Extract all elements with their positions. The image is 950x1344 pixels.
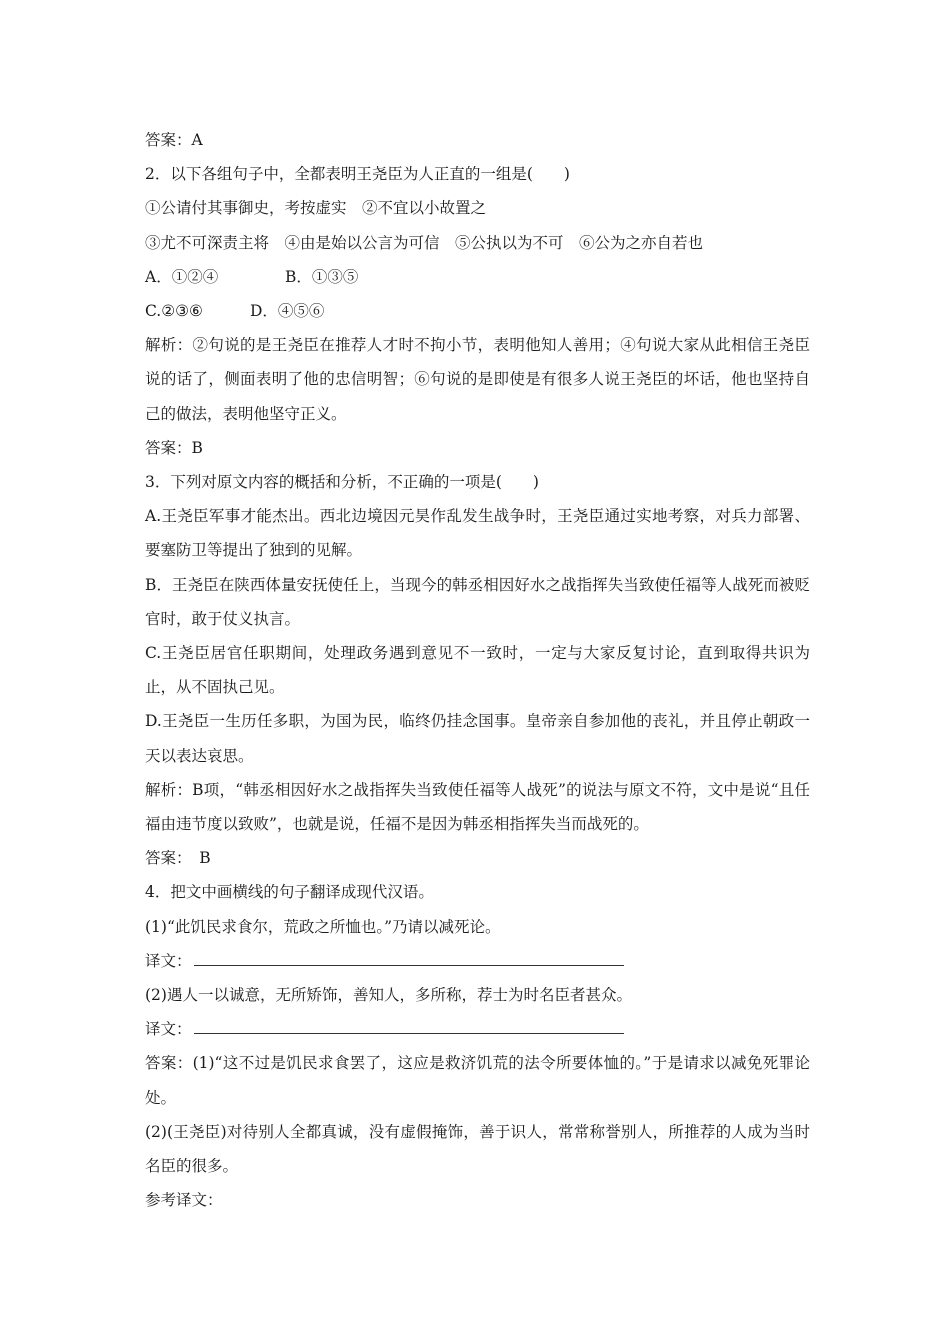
translation-label-1: 译文： xyxy=(145,951,192,970)
question-4-stem: 4．把文中画横线的句子翻译成现代汉语。 xyxy=(145,883,434,902)
question-2-option-c: C.②③⑥ xyxy=(145,302,203,321)
question-3-analysis: 解析：B项，“韩丞相因好水之战指挥失当致使任福等人战死”的说法与原文不符，文中是说“且任福由违节度以致败”，也就是说，任福不是因为韩丞相指挥失当而战死的。 xyxy=(145,780,810,834)
question-3-option-d: D.王尧臣一生历任多职，为国为民，临终仍挂念国事。皇帝亲自参加他的丧礼，并且停止朝政一天以表达哀思。 xyxy=(145,712,810,765)
question-4-answer-1: 答案：(1)“这不过是饥民求食罢了，这应是救济饥荒的法令所要体恤的。”于是请求以减免死罪论处。 xyxy=(145,1054,810,1107)
translation-blank-1[interactable] xyxy=(194,945,624,966)
answer-1: 答案：A xyxy=(145,131,203,149)
reference-translation-label: 参考译文： xyxy=(145,1191,223,1210)
question-4-sentence-1: (1)“此饥民求食尔，荒政之所恤也。”乃请以减死论。 xyxy=(145,917,501,936)
question-2-stem: 2．以下各组句子中，全都表明王尧臣为人正直的一组是( ) xyxy=(145,165,570,184)
question-2-options-cd xyxy=(145,294,810,328)
translation-line-1 xyxy=(145,944,810,978)
question-2-option-d: D．④⑤⑥ xyxy=(250,302,325,321)
document-content xyxy=(145,123,810,1218)
question-2-option-b: B．①③⑤ xyxy=(285,267,359,286)
question-4-answer-2: (2)(王尧臣)对待别人全都真诚，没有虚假掩饰，善于识人，常常称誉别人，所推荐的人成为当时名臣的很多。 xyxy=(145,1122,810,1176)
translation-blank-2[interactable] xyxy=(194,1013,624,1034)
question-3-option-c: C.王尧臣居官任职期间，处理政务遇到意见不一致时，一定与大家反复讨论，直到取得共识为止，从不固执己见。 xyxy=(145,644,810,697)
question-4-sentence-2: (2)遇人一以诚意，无所矫饰，善知人，多所称，荐士为时名臣者甚众。 xyxy=(145,986,632,1005)
question-3-answer: 答案： B xyxy=(145,849,211,868)
question-3-stem: 3．下列对原文内容的概括和分析，不正确的一项是( ) xyxy=(145,473,539,492)
question-2-options-ab xyxy=(145,260,810,294)
question-2-items-line-1: ①公请付其事御史，考按虚实 ②不宜以小故置之 xyxy=(145,199,487,218)
translation-line-2 xyxy=(145,1012,810,1046)
question-2-items-line-2: ③尤不可深责主将 ④由是始以公言为可信 ⑤公执以为不可 ⑥公为之亦自若也 xyxy=(145,233,704,252)
question-3-option-b: B．王尧臣在陕西体量安抚使任上，当现今的韩丞相因好水之战指挥失当致使任福等人战死而被贬官时，敢于仗义执言。 xyxy=(145,575,810,628)
question-3-option-a: A.王尧臣军事才能杰出。西北边境因元昊作乱发生战争时，王尧臣通过实地考察，对兵力部署、要塞防卫等提出了独到的见解。 xyxy=(145,507,810,560)
translation-label-2: 译文： xyxy=(145,1020,192,1039)
question-2-analysis: 解析：②句说的是王尧臣在推荐人才时不拘小节，表明他知人善用；④句说大家从此相信王尧臣说的话了，侧面表明了他的忠信明智；⑥句说的是即使是有很多人说王尧臣的坏话，他也坚持自己的做法，表明他坚守正义。 xyxy=(145,336,810,423)
question-2-answer: 答案：B xyxy=(145,438,203,457)
question-2-option-a: A．①②④ xyxy=(145,267,219,286)
